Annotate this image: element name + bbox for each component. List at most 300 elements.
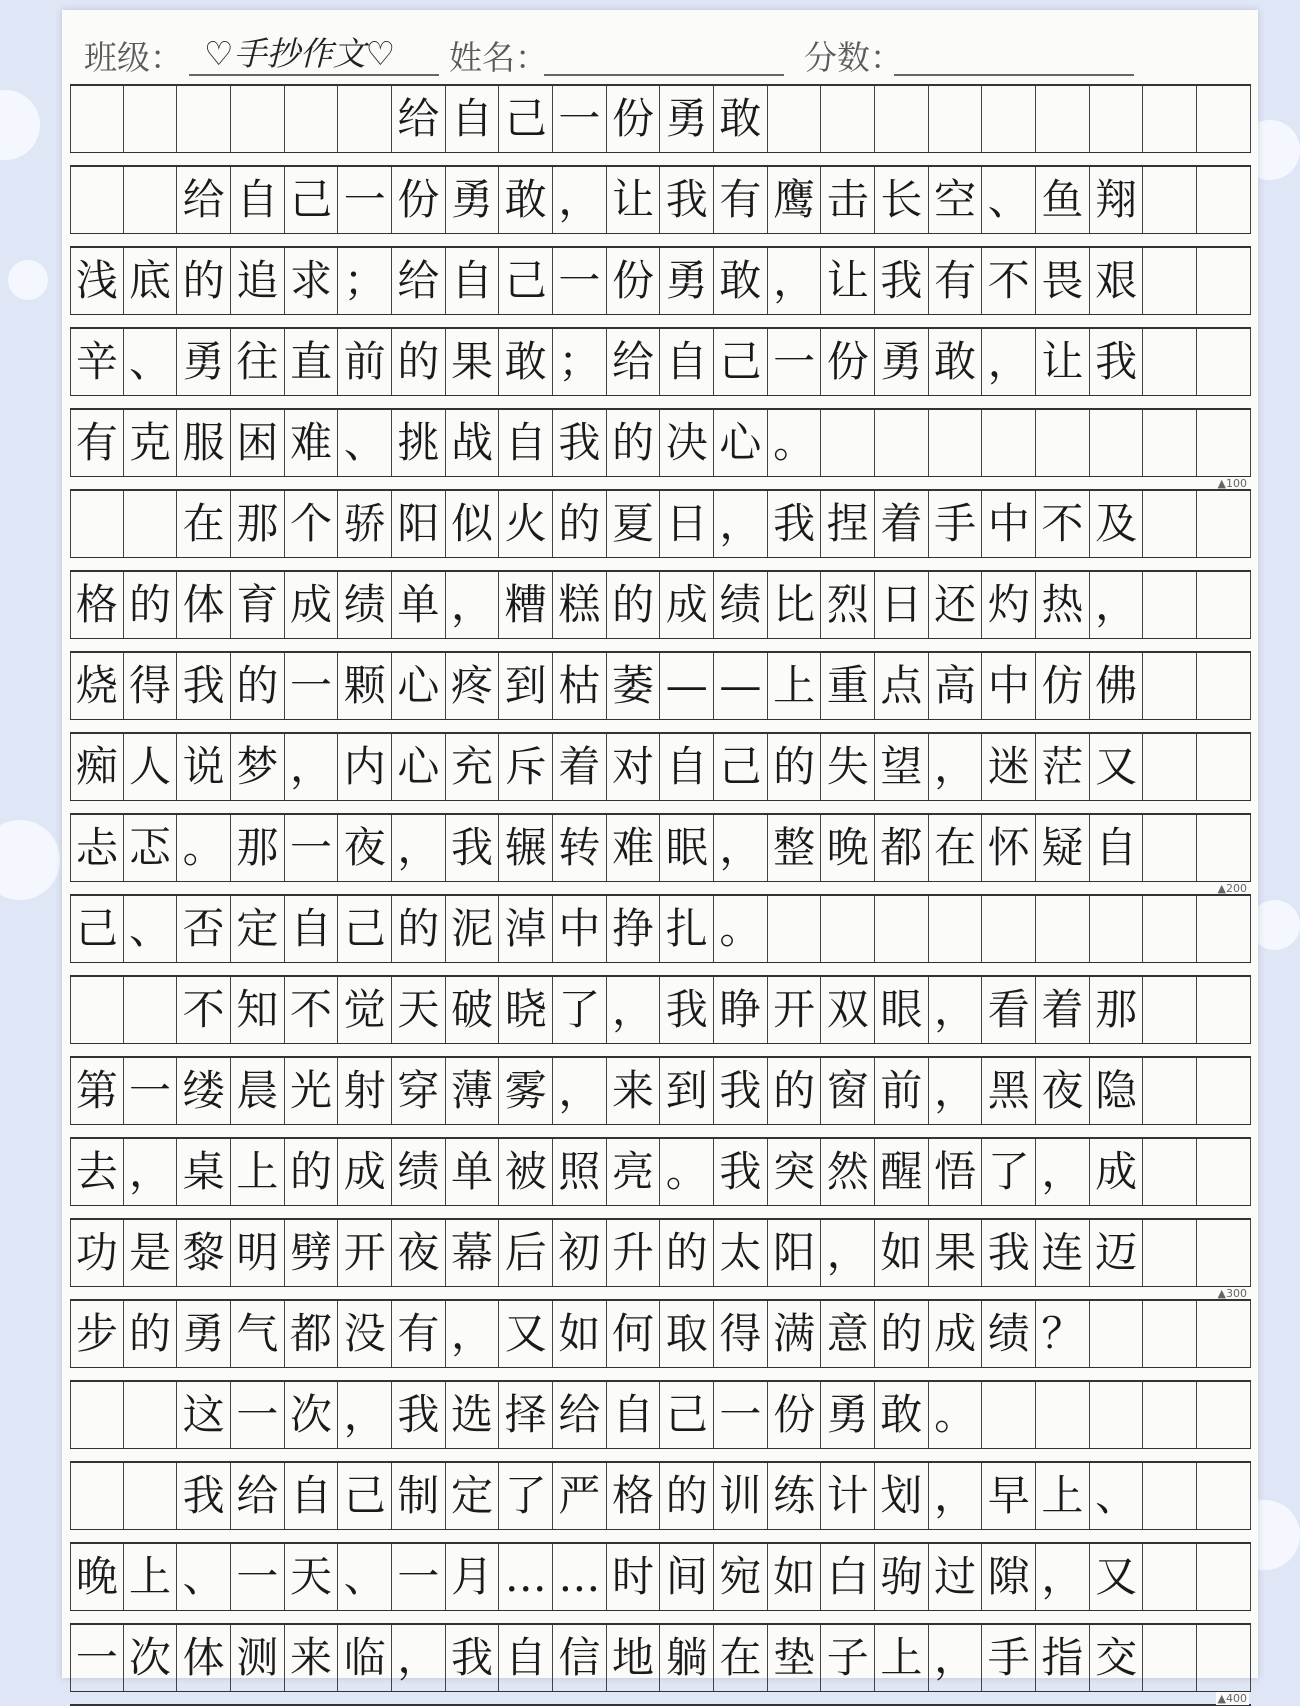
grid-cell: 次 xyxy=(285,1382,339,1448)
grid-row xyxy=(70,86,1251,153)
grid-cell: 上 xyxy=(1036,1463,1090,1529)
grid-cell: 的 xyxy=(392,329,446,395)
grid-cell: 烧 xyxy=(70,653,124,719)
grid-cell: 。 xyxy=(714,896,768,962)
grid-cell: 点 xyxy=(875,653,929,719)
grid-row xyxy=(70,1056,1251,1125)
grid-cell xyxy=(1143,977,1197,1043)
grid-cell: 的 xyxy=(768,734,822,800)
grid-cell: 是 xyxy=(124,1220,178,1286)
grid-cell: 成 xyxy=(660,572,714,638)
grid-row xyxy=(70,246,1251,315)
grid-cell: 如 xyxy=(768,1544,822,1610)
grid-cell: 自 xyxy=(285,1463,339,1529)
grid-cell: 一 xyxy=(338,167,392,233)
grid-cell: 满 xyxy=(768,1301,822,1367)
score-label: 分数： xyxy=(804,38,903,77)
grid-cell: 我 xyxy=(982,1220,1036,1286)
grid-cell: 天 xyxy=(392,977,446,1043)
grid-cell: 人 xyxy=(124,734,178,800)
grid-cell xyxy=(70,167,124,233)
grid-cell: 夏 xyxy=(607,491,661,557)
grid-cell: 开 xyxy=(338,1220,392,1286)
grid-cell: 击 xyxy=(821,167,875,233)
grid-cell xyxy=(1143,167,1197,233)
grid-cell: 如 xyxy=(875,1220,929,1286)
grid-cell xyxy=(1143,1058,1197,1124)
grid-cell: 充 xyxy=(446,734,500,800)
grid-cell: ， xyxy=(446,572,500,638)
grid-cell: 我 xyxy=(660,977,714,1043)
grid-cell: 浅 xyxy=(70,248,124,314)
grid-cell xyxy=(1143,86,1197,152)
grid-cell: 灼 xyxy=(982,572,1036,638)
grid-cell xyxy=(929,410,983,476)
grid-cell: 一 xyxy=(285,653,339,719)
grid-cell: 我 xyxy=(553,410,607,476)
grid-cell: 阳 xyxy=(768,1220,822,1286)
grid-cell: 体 xyxy=(177,1625,231,1691)
grid-cell: 似 xyxy=(446,491,500,557)
grid-cell: 又 xyxy=(1090,1544,1144,1610)
grid-cell: 追 xyxy=(231,248,285,314)
grid-cell xyxy=(1197,1382,1251,1448)
grid-cell: 前 xyxy=(875,1058,929,1124)
grid-cell: ， xyxy=(714,491,768,557)
grid-cell: 勇 xyxy=(177,329,231,395)
grid-cell: 有 xyxy=(714,167,768,233)
grid-cell: 还 xyxy=(929,572,983,638)
grid-cell: 日 xyxy=(660,491,714,557)
grid-cell: ， xyxy=(1036,1544,1090,1610)
grid-cell: 忐 xyxy=(70,815,124,881)
grid-cell xyxy=(1197,977,1251,1043)
grid-cell: — xyxy=(660,653,714,719)
grid-cell: 萎 xyxy=(607,653,661,719)
grid-cell: 鹰 xyxy=(768,167,822,233)
grid-row xyxy=(70,975,1251,1044)
grid-cell: ， xyxy=(768,248,822,314)
grid-cell: 夜 xyxy=(338,815,392,881)
grid-cell: 不 xyxy=(285,977,339,1043)
grid-cell: 自 xyxy=(607,1382,661,1448)
grid-cell: 手 xyxy=(929,491,983,557)
grid-cell xyxy=(1090,1301,1144,1367)
word-count-marker: ▲300 xyxy=(1217,1287,1247,1300)
grid-cell: 直 xyxy=(285,329,339,395)
grid-cell: 第 xyxy=(70,1058,124,1124)
grid-cell: 指 xyxy=(1036,1625,1090,1691)
grid-cell: 练 xyxy=(768,1463,822,1529)
grid-cell: 糟 xyxy=(499,572,553,638)
grid-cell: 艰 xyxy=(1090,248,1144,314)
grid-cell: 照 xyxy=(553,1139,607,1205)
grid-cell: 重 xyxy=(821,653,875,719)
grid-cell: 得 xyxy=(714,1301,768,1367)
grid-cell: ， xyxy=(553,167,607,233)
grid-cell: 、 xyxy=(982,167,1036,233)
grid-cell: 一 xyxy=(70,1625,124,1691)
grid-cell: 一 xyxy=(392,1544,446,1610)
grid-cell: 晚 xyxy=(821,815,875,881)
grid-cell xyxy=(1143,1220,1197,1286)
grid-row xyxy=(70,489,1251,558)
grid-cell: ， xyxy=(929,977,983,1043)
grid-cell: 训 xyxy=(714,1463,768,1529)
grid-cell: 望 xyxy=(875,734,929,800)
grid-cell: 夜 xyxy=(1036,1058,1090,1124)
grid-cell: 转 xyxy=(553,815,607,881)
grid-cell: 鱼 xyxy=(1036,167,1090,233)
grid-cell: 自 xyxy=(285,896,339,962)
grid-cell xyxy=(982,896,1036,962)
grid-cell: 隐 xyxy=(1090,1058,1144,1124)
grid-cell: 成 xyxy=(285,572,339,638)
grid-cell: 高 xyxy=(929,653,983,719)
grid-cell: 骄 xyxy=(338,491,392,557)
grid-cell: 我 xyxy=(446,815,500,881)
grid-row xyxy=(70,1218,1251,1300)
grid-cell: 的 xyxy=(124,1301,178,1367)
grid-cell: 功 xyxy=(70,1220,124,1286)
grid-cell: 中 xyxy=(982,491,1036,557)
grid-cell: 求 xyxy=(285,248,339,314)
grid-cell xyxy=(1197,1139,1251,1205)
grid-cell: 一 xyxy=(553,248,607,314)
grid-cell: 敢 xyxy=(929,329,983,395)
grid-cell: 一 xyxy=(231,1544,285,1610)
grid-cell: 难 xyxy=(285,410,339,476)
grid-cell: 己 xyxy=(660,1382,714,1448)
grid-cell: ， xyxy=(338,1382,392,1448)
grid-cell: 划 xyxy=(875,1463,929,1529)
grid-cell: 那 xyxy=(231,815,285,881)
grid-cell: 早 xyxy=(982,1463,1036,1529)
grid-cell xyxy=(1090,86,1144,152)
grid-cell: 我 xyxy=(714,1058,768,1124)
grid-cell: 隙 xyxy=(982,1544,1036,1610)
grid-cell: 在 xyxy=(177,491,231,557)
grid-cell: 不 xyxy=(1036,491,1090,557)
grid-cell xyxy=(1197,815,1251,881)
grid-cell: ， xyxy=(1090,572,1144,638)
grid-cell: 悟 xyxy=(929,1139,983,1205)
grid-cell: 那 xyxy=(231,491,285,557)
grid-cell: 的 xyxy=(285,1139,339,1205)
grid-cell: 的 xyxy=(660,1463,714,1529)
grid-cell: 我 xyxy=(714,1139,768,1205)
grid-cell: 取 xyxy=(660,1301,714,1367)
grid-cell xyxy=(1197,734,1251,800)
grid-cell xyxy=(70,86,124,152)
grid-cell: 辗 xyxy=(499,815,553,881)
grid-cell xyxy=(1143,896,1197,962)
grid-cell: ， xyxy=(285,734,339,800)
grid-cell: 佛 xyxy=(1090,653,1144,719)
grid-cell: 敢 xyxy=(499,329,553,395)
grid-cell: 的 xyxy=(392,896,446,962)
grid-cell xyxy=(1143,1625,1197,1691)
grid-cell: 我 xyxy=(446,1625,500,1691)
grid-cell: 我 xyxy=(1090,329,1144,395)
grid-cell: 来 xyxy=(285,1625,339,1691)
grid-cell: 手 xyxy=(982,1625,1036,1691)
grid-cell xyxy=(70,1463,124,1529)
grid-cell: 的 xyxy=(231,653,285,719)
grid-cell xyxy=(1197,1301,1251,1367)
grid-cell: 份 xyxy=(607,86,661,152)
grid-cell xyxy=(1143,410,1197,476)
grid-cell: 绩 xyxy=(714,572,768,638)
grid-cell: 日 xyxy=(875,572,929,638)
grid-cell: 间 xyxy=(660,1544,714,1610)
grid-cell xyxy=(982,1382,1036,1448)
grid-cell: 翔 xyxy=(1090,167,1144,233)
grid-cell: 如 xyxy=(553,1301,607,1367)
grid-cell xyxy=(1197,1544,1251,1610)
grid-cell: 一 xyxy=(231,1382,285,1448)
grid-cell: 白 xyxy=(821,1544,875,1610)
grid-cell: 、 xyxy=(338,1544,392,1610)
grid-cell: 了 xyxy=(553,977,607,1043)
grid-cell: 己 xyxy=(714,734,768,800)
grid-cell: 绩 xyxy=(338,572,392,638)
grid-cell: 连 xyxy=(1036,1220,1090,1286)
grid-cell: 长 xyxy=(875,167,929,233)
grid-cell: 着 xyxy=(1036,977,1090,1043)
grid-cell xyxy=(1036,86,1090,152)
grid-cell: ， xyxy=(929,1058,983,1124)
grid-cell xyxy=(124,1382,178,1448)
grid-cell: 给 xyxy=(177,167,231,233)
grid-row xyxy=(70,165,1251,234)
grid-cell xyxy=(124,86,178,152)
grid-cell: 自 xyxy=(499,410,553,476)
grid-cell: 一 xyxy=(285,815,339,881)
grid-cell: 初 xyxy=(553,1220,607,1286)
grid-cell: 这 xyxy=(177,1382,231,1448)
grid-cell: 挣 xyxy=(607,896,661,962)
grid-cell: 单 xyxy=(392,572,446,638)
grid-cell: 己 xyxy=(338,1463,392,1529)
grid-cell xyxy=(124,977,178,1043)
grid-cell: 己 xyxy=(338,896,392,962)
grid-cell xyxy=(70,1382,124,1448)
grid-cell: ， xyxy=(446,1301,500,1367)
word-count-marker: ▲100 xyxy=(1217,477,1247,490)
grid-cell: 成 xyxy=(1090,1139,1144,1205)
grid-cell: 绩 xyxy=(982,1301,1036,1367)
grid-cell: 的 xyxy=(768,1058,822,1124)
grid-cell xyxy=(1197,1463,1251,1529)
grid-cell: 开 xyxy=(768,977,822,1043)
grid-cell: 成 xyxy=(338,1139,392,1205)
grid-cell: 中 xyxy=(553,896,607,962)
grid-cell: 体 xyxy=(177,572,231,638)
grid-cell: ； xyxy=(338,248,392,314)
grid-cell: 上 xyxy=(124,1544,178,1610)
grid-cell xyxy=(1143,572,1197,638)
grid-cell: 前 xyxy=(338,329,392,395)
grid-cell xyxy=(1197,248,1251,314)
grid-cell: 我 xyxy=(392,1382,446,1448)
grid-cell: ， xyxy=(392,1625,446,1691)
grid-cell: 的 xyxy=(124,572,178,638)
grid-cell xyxy=(124,491,178,557)
grid-cell: 又 xyxy=(1090,734,1144,800)
grid-cell: 自 xyxy=(231,167,285,233)
grid-cell: 火 xyxy=(499,491,553,557)
grid-cell: 破 xyxy=(446,977,500,1043)
grid-cell: 畏 xyxy=(1036,248,1090,314)
grid-cell: 意 xyxy=(821,1301,875,1367)
grid-cell: 失 xyxy=(821,734,875,800)
grid-cell: 穿 xyxy=(392,1058,446,1124)
grid-cell: 然 xyxy=(821,1139,875,1205)
grid-row xyxy=(70,651,1251,720)
grid-cell: 挑 xyxy=(392,410,446,476)
grid-cell: 上 xyxy=(875,1625,929,1691)
grid-cell: ， xyxy=(392,815,446,881)
grid-cell: 了 xyxy=(499,1463,553,1529)
grid-cell: 烈 xyxy=(821,572,875,638)
grid-cell: 不 xyxy=(982,248,1036,314)
grid-cell: 自 xyxy=(446,86,500,152)
grid-cell: 心 xyxy=(714,410,768,476)
grid-cell: 给 xyxy=(392,248,446,314)
grid-cell: ， xyxy=(821,1220,875,1286)
grid-row xyxy=(70,894,1251,963)
grid-cell: 一 xyxy=(553,86,607,152)
grid-cell: 己 xyxy=(285,167,339,233)
grid-cell: 疑 xyxy=(1036,815,1090,881)
grid-cell: 说 xyxy=(177,734,231,800)
grid-cell: 勇 xyxy=(446,167,500,233)
grid-cell xyxy=(231,86,285,152)
grid-cell: 一 xyxy=(768,329,822,395)
grid-cell xyxy=(1143,1544,1197,1610)
grid-cell xyxy=(821,86,875,152)
grid-cell: 选 xyxy=(446,1382,500,1448)
grid-cell: 黑 xyxy=(982,1058,1036,1124)
grid-row xyxy=(70,813,1251,895)
grid-cell: 底 xyxy=(124,248,178,314)
word-count-marker: ▲200 xyxy=(1217,882,1247,895)
grid-cell: 气 xyxy=(231,1301,285,1367)
grid-cell: 迷 xyxy=(982,734,1036,800)
grid-cell: 成 xyxy=(929,1301,983,1367)
grid-cell: 份 xyxy=(392,167,446,233)
grid-cell: … xyxy=(553,1544,607,1610)
grid-row xyxy=(70,1380,1251,1449)
grid-cell xyxy=(124,167,178,233)
grid-cell: 睁 xyxy=(714,977,768,1043)
grid-cell: 后 xyxy=(499,1220,553,1286)
grid-cell: 的 xyxy=(607,410,661,476)
grid-cell: 绩 xyxy=(392,1139,446,1205)
grid-cell xyxy=(1143,1301,1197,1367)
grid-cell: 怀 xyxy=(982,815,1036,881)
grid-cell: 、 xyxy=(124,896,178,962)
grid-cell xyxy=(982,86,1036,152)
grid-cell: 到 xyxy=(660,1058,714,1124)
grid-cell: 让 xyxy=(821,248,875,314)
grid-cell: 勇 xyxy=(177,1301,231,1367)
grid-cell: 又 xyxy=(499,1301,553,1367)
grid-cell xyxy=(768,896,822,962)
grid-cell: 的 xyxy=(875,1301,929,1367)
grid-cell: 给 xyxy=(231,1463,285,1529)
grid-cell: 及 xyxy=(1090,491,1144,557)
grid-cell: 没 xyxy=(338,1301,392,1367)
grid-row xyxy=(70,570,1251,639)
grid-cell: 天 xyxy=(285,1544,339,1610)
grid-cell: 疼 xyxy=(446,653,500,719)
grid-cell: 己 xyxy=(70,896,124,962)
grid-cell: 不 xyxy=(177,977,231,1043)
grid-cell: 份 xyxy=(821,329,875,395)
grid-cell: 的 xyxy=(177,248,231,314)
grid-cell xyxy=(1143,1382,1197,1448)
grid-cell: 太 xyxy=(714,1220,768,1286)
grid-cell: 劈 xyxy=(285,1220,339,1286)
grid-cell: 迈 xyxy=(1090,1220,1144,1286)
grid-cell: 来 xyxy=(607,1058,661,1124)
grid-row xyxy=(70,1461,1251,1530)
grid-cell: 薄 xyxy=(446,1058,500,1124)
grid-cell xyxy=(1090,1382,1144,1448)
grid-cell: 有 xyxy=(392,1301,446,1367)
grid-cell: — xyxy=(714,653,768,719)
grid-cell: 有 xyxy=(70,410,124,476)
grid-cell xyxy=(875,410,929,476)
grid-cell: ？ xyxy=(1036,1301,1090,1367)
grid-cell: 勇 xyxy=(821,1382,875,1448)
grid-cell: 战 xyxy=(446,410,500,476)
grid-cell: 自 xyxy=(660,329,714,395)
grid-cell xyxy=(821,410,875,476)
grid-cell xyxy=(70,977,124,1043)
grid-cell: 己 xyxy=(714,329,768,395)
grid-cell xyxy=(1143,491,1197,557)
class-underline xyxy=(189,74,439,76)
grid-cell xyxy=(1143,329,1197,395)
grid-cell: 躺 xyxy=(660,1625,714,1691)
grid-cell: 自 xyxy=(499,1625,553,1691)
grid-cell: 往 xyxy=(231,329,285,395)
grid-cell: 黎 xyxy=(177,1220,231,1286)
grid-cell: 阳 xyxy=(392,491,446,557)
grid-cell: 给 xyxy=(607,329,661,395)
grid-cell: 枯 xyxy=(553,653,607,719)
grid-cell: 桌 xyxy=(177,1139,231,1205)
grid-cell: 月 xyxy=(446,1544,500,1610)
grid-cell: 难 xyxy=(607,815,661,881)
grid-cell: 次 xyxy=(124,1625,178,1691)
grid-cell: 双 xyxy=(821,977,875,1043)
word-count-marker: ▲400 xyxy=(1217,1692,1247,1705)
grid-cell: 育 xyxy=(231,572,285,638)
grid-cell: 定 xyxy=(231,896,285,962)
grid-cell: 个 xyxy=(285,491,339,557)
grid-cell: 。 xyxy=(660,1139,714,1205)
grid-cell: 得 xyxy=(124,653,178,719)
grid-cell: 颗 xyxy=(338,653,392,719)
grid-cell: 交 xyxy=(1090,1625,1144,1691)
grid-cell: 临 xyxy=(338,1625,392,1691)
grid-cell xyxy=(1197,1220,1251,1286)
grid-cell: 热 xyxy=(1036,572,1090,638)
